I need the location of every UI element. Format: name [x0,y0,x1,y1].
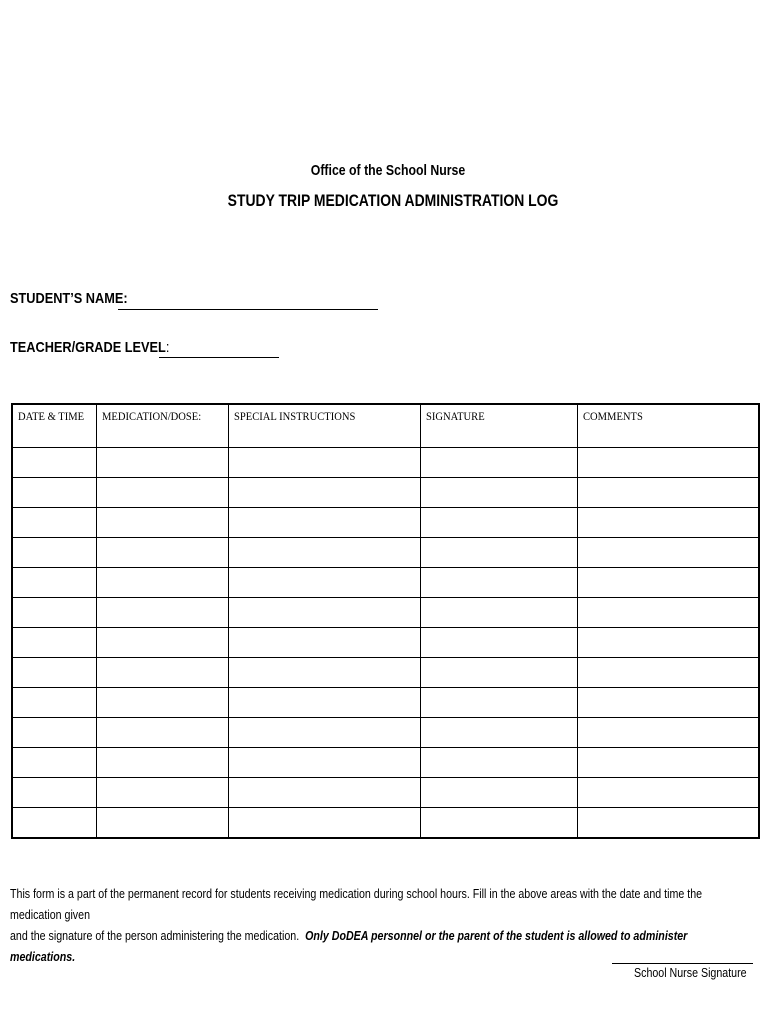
table-row [12,478,759,508]
column-header-comments: COMMENTS [577,404,759,448]
teacher-grade-colon: : [165,339,170,356]
cell-comments[interactable] [577,718,759,748]
cell-date-time[interactable] [12,808,96,839]
cell-date-time[interactable] [12,778,96,808]
cell-medication-dose[interactable] [96,478,228,508]
teacher-grade-label: TEACHER/GRADE LEVEL [10,339,166,356]
cell-comments[interactable] [577,568,759,598]
cell-signature[interactable] [420,718,577,748]
student-name-input-line[interactable] [118,309,378,310]
cell-date-time[interactable] [12,628,96,658]
cell-signature[interactable] [420,538,577,568]
cell-medication-dose[interactable] [96,448,228,478]
cell-signature[interactable] [420,508,577,538]
table-row [12,688,759,718]
teacher-grade-field [10,339,169,356]
cell-medication-dose[interactable] [96,538,228,568]
cell-comments[interactable] [577,658,759,688]
cell-date-time[interactable] [12,688,96,718]
instructions-line-2 [10,925,748,967]
nurse-signature-line[interactable] [612,963,753,964]
cell-comments[interactable] [577,688,759,718]
cell-date-time[interactable] [12,508,96,538]
cell-signature[interactable] [420,448,577,478]
cell-medication-dose[interactable] [96,808,228,839]
table-row [12,508,759,538]
column-header-date-time: DATE & TIME [12,404,96,448]
cell-special-instructions[interactable] [228,808,420,839]
table-header-row [12,404,759,448]
medication-log-table [11,403,760,839]
cell-date-time[interactable] [12,718,96,748]
cell-comments[interactable] [577,778,759,808]
student-name-field [10,290,128,307]
cell-comments[interactable] [577,538,759,568]
cell-special-instructions[interactable] [228,628,420,658]
cell-date-time[interactable] [12,598,96,628]
table-row [12,748,759,778]
column-header-medication-dose: MEDICATION/DOSE: [96,404,228,448]
cell-signature[interactable] [420,808,577,839]
medication-log-table-wrapper [11,403,758,835]
cell-comments[interactable] [577,508,759,538]
table-row [12,538,759,568]
cell-signature[interactable] [420,568,577,598]
table-row [12,778,759,808]
table-row [12,658,759,688]
cell-date-time[interactable] [12,448,96,478]
cell-date-time[interactable] [12,568,96,598]
nurse-signature-label: School Nurse Signature [634,965,747,980]
instructions-line-1: This form is a part of the permanent record for students receiving medication during school hours. Fill in the above areas with the date and time the medication given [10,886,703,922]
cell-medication-dose[interactable] [96,778,228,808]
cell-comments[interactable] [577,628,759,658]
cell-special-instructions[interactable] [228,658,420,688]
cell-date-time[interactable] [12,748,96,778]
cell-medication-dose[interactable] [96,658,228,688]
cell-medication-dose[interactable] [96,508,228,538]
cell-comments[interactable] [577,478,759,508]
column-header-signature: SIGNATURE [420,404,577,448]
cell-medication-dose[interactable] [96,628,228,658]
table-row [12,808,759,839]
cell-special-instructions[interactable] [228,748,420,778]
cell-special-instructions[interactable] [228,568,420,598]
log-table-body [12,448,759,839]
cell-special-instructions[interactable] [228,598,420,628]
instructions-plain: and the signature of the person administering the medication. [10,928,306,943]
instructions-emphasis: Only DoDEA personnel or the parent of the student is allowed to administer medications. [10,928,688,964]
cell-signature[interactable] [420,478,577,508]
cell-signature[interactable] [420,658,577,688]
table-row [12,448,759,478]
cell-medication-dose[interactable] [96,598,228,628]
instructions-note [10,883,748,967]
cell-special-instructions[interactable] [228,688,420,718]
cell-special-instructions[interactable] [228,718,420,748]
cell-signature[interactable] [420,778,577,808]
cell-date-time[interactable] [12,538,96,568]
table-row [12,598,759,628]
office-heading: Office of the School Nurse [310,162,466,179]
cell-special-instructions[interactable] [228,478,420,508]
table-row [12,568,759,598]
cell-date-time[interactable] [12,658,96,688]
form-title: STUDY TRIP MEDICATION ADMINISTRATION LOG [227,191,559,210]
cell-medication-dose[interactable] [96,718,228,748]
cell-signature[interactable] [420,598,577,628]
cell-date-time[interactable] [12,478,96,508]
cell-signature[interactable] [420,748,577,778]
cell-medication-dose[interactable] [96,748,228,778]
cell-special-instructions[interactable] [228,448,420,478]
table-row [12,628,759,658]
cell-special-instructions[interactable] [228,538,420,568]
cell-special-instructions[interactable] [228,778,420,808]
cell-medication-dose[interactable] [96,688,228,718]
teacher-grade-input-line[interactable] [159,357,279,358]
cell-special-instructions[interactable] [228,508,420,538]
cell-comments[interactable] [577,808,759,839]
cell-comments[interactable] [577,598,759,628]
cell-comments[interactable] [577,448,759,478]
cell-signature[interactable] [420,688,577,718]
column-header-special-instructions: SPECIAL INSTRUCTIONS [228,404,420,448]
student-name-label: STUDENT’S NAME: [10,290,128,307]
cell-medication-dose[interactable] [96,568,228,598]
table-row [12,718,759,748]
cell-signature[interactable] [420,628,577,658]
cell-comments[interactable] [577,748,759,778]
